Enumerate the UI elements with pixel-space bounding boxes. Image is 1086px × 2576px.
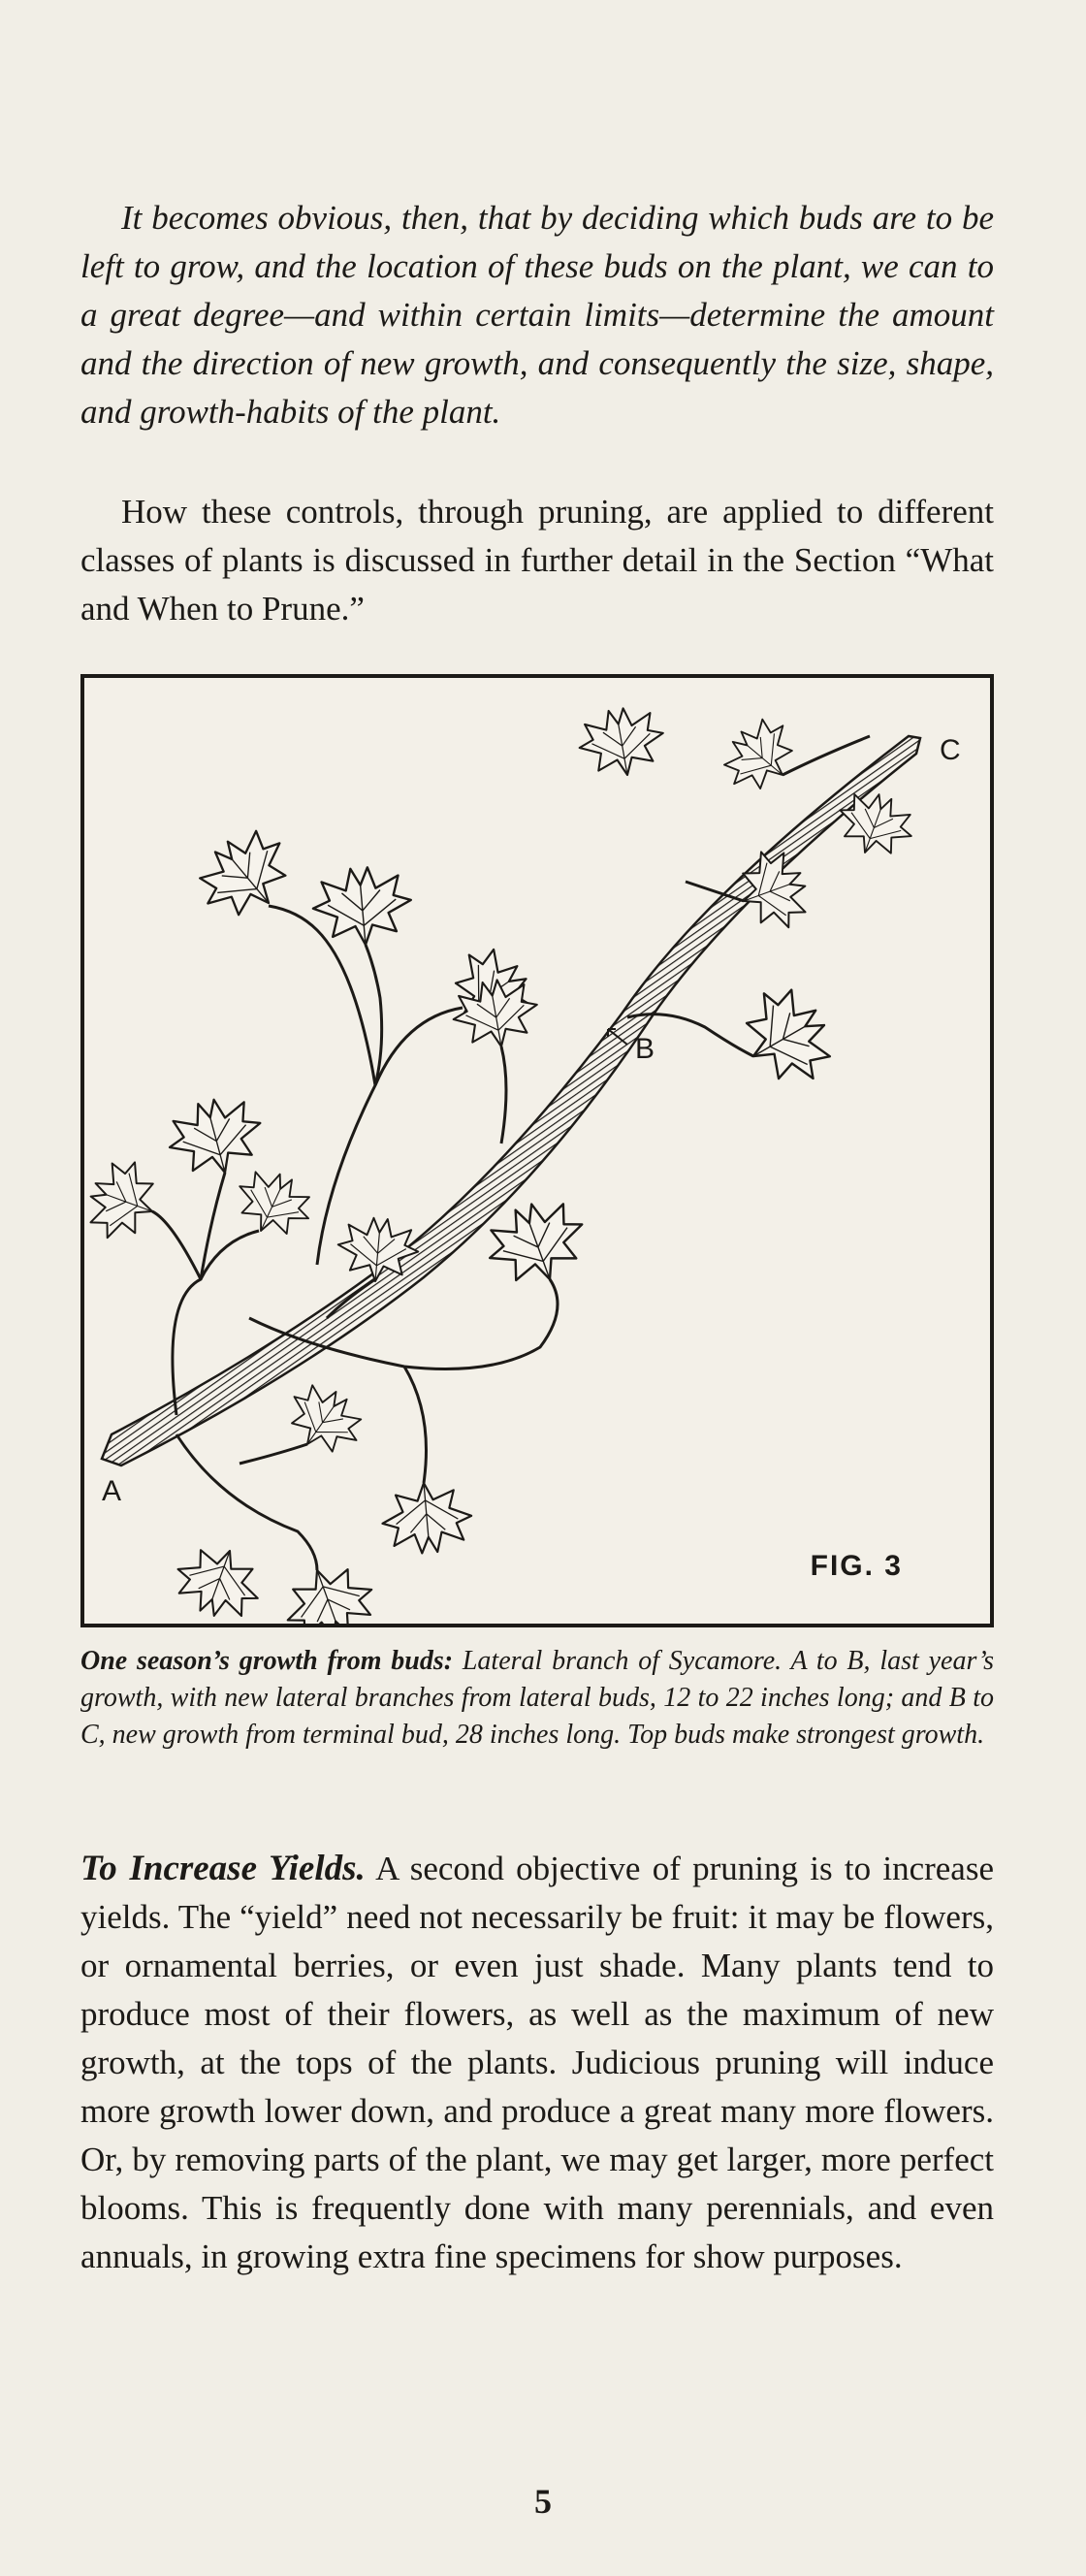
figure-caption — [80, 1643, 994, 1754]
intro-italic-paragraph: It becomes obvious, then, that by deciding which buds are to be left to grow, and the location of these buds on the plant, we can to a great degree—and within certain limits—determine the amount and the direction of new growth, and consequently the size, shape, and growth-habits of the plant. — [80, 199, 994, 431]
section-paragraph — [80, 1845, 994, 2281]
caption-lead: One season’s growth from buds: — [80, 1646, 454, 1676]
point-a-label: A — [102, 1475, 122, 1507]
main-branch — [102, 736, 920, 1465]
intro-paragraph: How these controls, through pruning, are applied to different classes of plants is discussed in further detail in the Section “What and When to Prune.” — [80, 493, 994, 628]
point-b-label: B — [635, 1033, 655, 1065]
sycamore-branch-illustration — [84, 678, 990, 1624]
section-heading: To Increase Yields. — [80, 1849, 366, 1888]
figure-label: FIG. 3 — [810, 1550, 903, 1582]
caption-text: Lateral branch of Sycamore. A to B, last year’s growth, with new lateral branches from lateral buds, 12 to 22 inches long; and B to C, new growth from terminal bud, 28 inches long. Top buds make strongest growth. — [80, 1646, 994, 1750]
section-text: A second objective of pruning is to increase yields. The “yield” need not necessarily be fruit: it may be flowers, or ornamental berries, or even just shade. Many plants tend to produce most of their flowers, as well as the maximum of new growth, at the tops of the plants. Judicious pruning will induce more growth lower down, and produce a great many more flowers. Or, by removing parts of the plant, we may get larger, more perfect blooms. This is frequently done with many perennials, and even annuals, in growing extra fine specimens for show purposes. — [80, 1850, 994, 2275]
figure-sycamore-branch — [80, 674, 994, 1627]
page-number: 5 — [534, 2482, 552, 2521]
point-c-label: C — [940, 734, 961, 766]
